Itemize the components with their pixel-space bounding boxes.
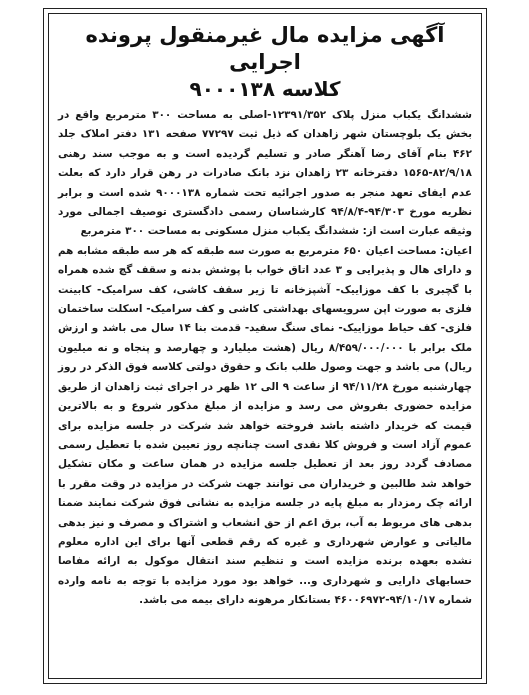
notice-frame	[43, 8, 487, 684]
notice-title: آگهی مزایده مال غیرمنقول پرونده اجرایی	[85, 23, 445, 74]
case-number: کلاسه ۹۰۰۰۱۳۸	[189, 77, 341, 101]
building-and-auction-paragraph: اعیان: مساحت اعیان ۶۵۰ مترمربع به صورت سه طبقه که هر سه طبقه مشابه هم و دارای هال و پذیرایی و ۳ عدد اتاق خواب با پوشش بدنه و سقف گچ شده همراه با گچبری با کف موزاییک- آشپزخانه تا زیر سقف کاشی، کف سرامیک- کابینت فلزی به صورت اپن سرویسهای بهداشتی کاشی و کف سرامیک- اسکلت ساختمان فلزی- کف حیاط موزاییک- نمای سنگ سفید- قدمت بنا ۱۴ سال می باشد و ارزش ملک برابر با ۸/۴۵۹/۰۰۰/۰۰۰ ریال (هشت میلیارد و چهارصد و پنجاه و نه میلیون ریال) می باشد و جهت وصول طلب بانک و حقوق دولتی کلاسه فوق الذکر در روز چهارشنبه مورخ ۹۴/۱۱/۲۸ از ساعت ۹ الی ۱۲ ظهر در اجرای ثبت زاهدان از طریق مزایده حضوری بفروش می رسد و مزایده از مبلغ مذکور شروع و به بالاترین قیمت که خریدار داشته باشد فروخته خواهد شد شرکت در جلسه مزایده برای عموم آزاد است و فروش کلا نقدی است چنانچه روز تعیین شده با تعطیل رسمی مصادف گردد روز بعد از تعطیل جلسه مزایده در همان ساعت و مکان تشکیل خواهد شد طالبین و خریداران می توانند جهت شرکت در مزایده در وقت مقرر با ارائه چک رمزدار به مبلغ پایه در جلسه مزایده به نشانی فوق شرکت نمایند ضمنا بدهی های مربوط به آب، برق اعم از حق انشعاب و اشتراک و مصرف و نیز بدهی مالیاتی و عوارض شهرداری و غیره که رقم قطعی آنها برای این اداره معلوم نشده بعهده برنده مزایده است و تنظیم سند انتقال موکول به ارائه مفاصا حسابهای دارایی و شهرداری و... خواهد بود مورد مزایده با توجه به نامه وارده شماره ۹۴/۱۰/۱۷-۴۶۰۰۶۹۷۲ بستانکار مرهونه دارای بیمه می باشد.	[58, 244, 473, 607]
notice-inner-border	[48, 13, 482, 679]
property-description-paragraph: ششدانگ یکباب منزل پلاک ۱۲۳۹۱/۳۵۲-اصلی به مساحت ۳۰۰ مترمربع واقع در بخش یک بلوچستان شهر زاهدان که ذیل ثبت ۷۷۲۹۷ صفحه ۱۳۱ دفتر املاک جلد ۴۶۲ بنام آقای رضا آهنگر صادر و تسلیم گردیده است و به موجب سند رهنی ۸۲/۹/۱۸-۱۵۶۵ دفترخانه ۲۳ زاهدان نزد بانک صادرات در رهن قرار دارد که بعلت عدم ایفای تعهد منجر به صدور اجرائیه تحت شماره ۹۰۰۰۱۳۸ شده است و برابر نظریه مورخ ۹۴/۳۰۳-۹۴/۸/۴ کارشناسان رسمی دادگستری توصیف اجمالی مورد وثیقه عبارت است از: ششدانگ یکباب منزل مسکونی به مساحت ۳۰۰ مترمربع	[58, 109, 472, 238]
